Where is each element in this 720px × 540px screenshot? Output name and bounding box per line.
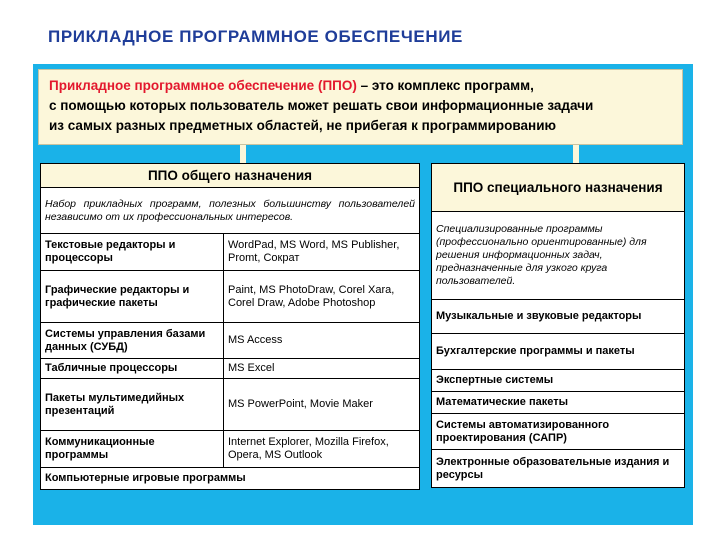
connector-left (240, 145, 246, 163)
general-description: Набор прикладных программ, полезных большинству пользователей независимо от их профессиональных интересов. (41, 188, 420, 234)
products-cell: MS Excel (224, 359, 420, 379)
category-cell: Графические редакторы и графические пакеты (41, 271, 224, 323)
definition-text-2: с помощью которых пользователь может решать свои информационные задачи (49, 98, 594, 113)
special-header: ППО специального назначения (432, 164, 685, 212)
table-row (41, 271, 420, 323)
definition-box (38, 69, 683, 145)
table-row (41, 379, 420, 431)
table-row (41, 323, 420, 359)
category-cell: Системы управления базами данных (СУБД) (41, 323, 224, 359)
special-item: Бухгалтерские программы и пакеты (432, 334, 685, 370)
products-cell: WordPad, MS Word, MS Publisher, Promt, Сократ (224, 234, 420, 271)
special-item: Музыкальные и звуковые редакторы (432, 300, 685, 334)
table-row (41, 468, 420, 490)
table-row (432, 414, 685, 450)
table-row (432, 300, 685, 334)
category-cell: Табличные процессоры (41, 359, 224, 379)
category-cell: Текстовые редакторы и процессоры (41, 234, 224, 271)
definition-text-1: – это комплекс программ, (356, 78, 534, 93)
table-row (432, 370, 685, 392)
special-item: Системы автоматизированного проектирования (САПР) (432, 414, 685, 450)
products-cell: Paint, MS PhotoDraw, Corel Xara, Corel Draw, Adobe Photoshop (224, 271, 420, 323)
table-row (432, 334, 685, 370)
definition-text-3: из самых разных предметных областей, не прибегая к программированию (49, 118, 557, 133)
definition-term: Прикладное программное обеспечение (ППО) (49, 78, 357, 93)
table-row (41, 431, 420, 468)
special-item: Электронные образовательные издания и ресурсы (432, 450, 685, 488)
table-row (41, 234, 420, 271)
table-row (432, 450, 685, 488)
products-cell: MS PowerPoint, Movie Maker (224, 379, 420, 431)
category-cell: Коммуникационные программы (41, 431, 224, 468)
table-row (41, 359, 420, 379)
special-item: Экспертные системы (432, 370, 685, 392)
products-cell: MS Access (224, 323, 420, 359)
connector-right (573, 145, 579, 163)
general-header: ППО общего назначения (41, 164, 420, 188)
page-title: ПРИКЛАДНОЕ ПРОГРАММНОЕ ОБЕСПЕЧЕНИЕ (48, 27, 463, 46)
special-software-table (431, 163, 685, 488)
games-cell: Компьютерные игровые программы (41, 468, 420, 490)
products-cell: Internet Explorer, Mozilla Firefox, Opera, MS Outlook (224, 431, 420, 468)
special-item: Математические пакеты (432, 392, 685, 414)
special-description: Специализированные программы (профессионально ориентированные) для решения информационных задач, предназначенные для узкого круга пользователей. (432, 212, 685, 300)
table-row (432, 392, 685, 414)
general-software-table (40, 163, 420, 490)
category-cell: Пакеты мультимедийных презентаций (41, 379, 224, 431)
